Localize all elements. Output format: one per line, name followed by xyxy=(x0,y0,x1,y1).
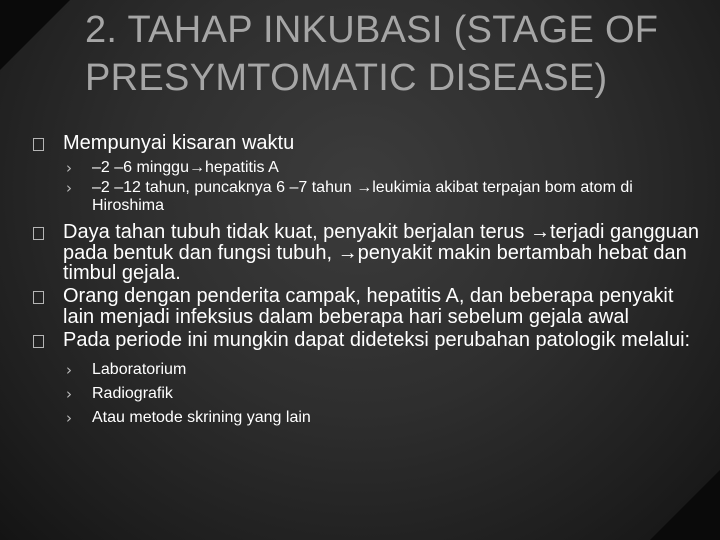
corner-decoration-top-left xyxy=(0,0,70,70)
sub-bullet-item xyxy=(0,409,700,427)
corner-decoration-bottom-right xyxy=(650,470,720,540)
chevron-right-icon: › xyxy=(66,408,72,427)
square-bullet-icon xyxy=(33,291,44,304)
sub-bullet-text: –2 –6 minggu→hepatitis A xyxy=(92,158,279,176)
chevron-right-icon: › xyxy=(66,384,72,403)
sub-bullet-text: Laboratorium xyxy=(92,360,187,378)
sub-bullet-text: Radiografik xyxy=(92,384,173,402)
bullet-text: Orang dengan penderita campak, hepatitis A, dan beberapa penyakit lain menjadi infeksius dalam beberapa hari sebelum gejala awal xyxy=(63,285,674,328)
chevron-right-icon: › xyxy=(66,178,72,197)
slide-content xyxy=(0,130,720,427)
square-bullet-icon xyxy=(33,138,44,151)
chevron-right-icon: › xyxy=(66,158,72,177)
sub-bullet-text: Atau metode skrining yang lain xyxy=(92,408,311,426)
sub-bullet-item xyxy=(0,385,700,403)
square-bullet-icon xyxy=(33,227,44,240)
bullet-item-2 xyxy=(0,222,702,284)
bullet-item-3 xyxy=(0,286,702,328)
sub-bullet-item xyxy=(0,361,700,379)
chevron-right-icon: › xyxy=(66,360,72,379)
bullet-item-1 xyxy=(0,133,702,154)
bullet-item-4 xyxy=(0,330,702,351)
slide-title: 2. TAHAP INKUBASI (STAGE OF PRESYMTOMATIC DISEASE) xyxy=(85,9,659,99)
square-bullet-icon xyxy=(33,335,44,348)
sub-bullet-text: –2 –12 tahun, puncaknya 6 –7 tahun →leukimia akibat terpajan bom atom di Hiroshima xyxy=(92,178,633,214)
sub-bullet-item xyxy=(0,179,700,215)
bullet-text: Mempunyai kisaran waktu xyxy=(63,132,295,154)
bullet-text: Pada periode ini mungkin dapat dideteksi perubahan patologik melalui: xyxy=(63,328,691,351)
sub-bullet-item xyxy=(0,159,700,177)
bullet-text: Daya tahan tubuh tidak kuat, penyakit berjalan terus →terjadi gangguan pada bentuk dan fungsi tubuh, →penyakit makin bertambah hebat dan timbul gejala. xyxy=(63,220,699,285)
